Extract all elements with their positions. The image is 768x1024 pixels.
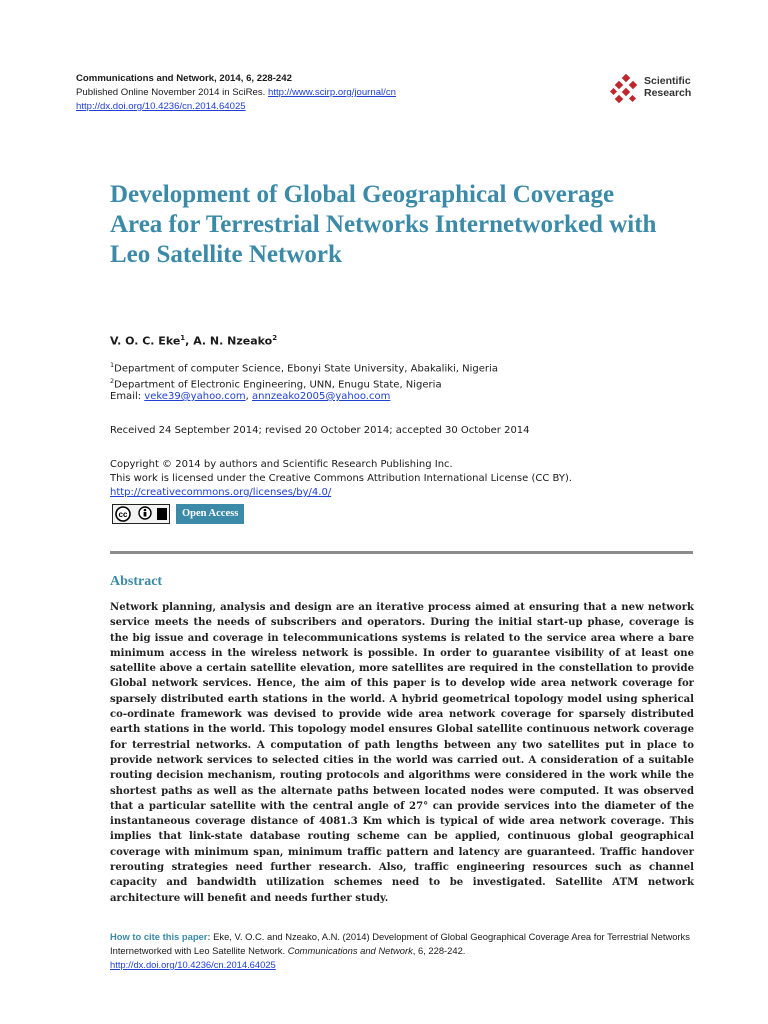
open-access-badge[interactable]: Open Access [176, 504, 244, 524]
logo-line2: Research [644, 87, 692, 99]
published-line [76, 86, 396, 100]
abstract-body: Network planning, analysis and design are an iterative process aimed at ensuring that a new network service meets the needs of subscribers and operators. During the initial start-up phase, coverage is the big issue and coverage in telecommunications systems is related to the service area where a bare minimum access in the wireless network is possible. In order to guarantee visibility of at least one satellite above a certain satellite elevation, more satellites are required in the constellation to provide Global network services. Hence, the aim of this paper is to develop wide area network coverage for sparsely distributed earth stations in the world. A hybrid geometrical topology model using spherical co-ordinate framework was devised to provide wide area network coverage for sparsely distributed earth stations in the world. This topology model ensures Global satellite continuous network coverage for terrestrial networks. A computation of path lengths between any two satellites put in place to provide network services to selected cities in the world was carried out. A consideration of a suitable routing decision mechanism, routing protocols and algorithms were considered in the work while the shortest paths as well as the alternate paths between located nodes were computed. It was observed that a particular satellite with the central angle of 27° can provide services into the diameter of the instantaneous coverage distance of 4081.3 Km which is typical of wide area network coverage. This implies that link-state database routing scheme can be applied, continuous global geographical coverage with minimum span, minimum traffic pattern and latency are guaranteed. Traffic handover rerouting strategies need further research. Also, traffic engineering resources such as channel capacity and bandwidth utilization schemes need to be investigated. Satellite ATM network architecture will benefit and needs further study. [110, 602, 694, 904]
cite-rest: , 6, 228-242. [412, 945, 466, 956]
email-link[interactable]: annzeako2005@yahoo.com [252, 391, 391, 402]
scientific-research-logo-icon [610, 74, 642, 106]
affiliation-mark: 2 [110, 377, 115, 385]
svg-text:cc: cc [118, 510, 128, 520]
cite-journal: Communications and Network [287, 945, 413, 956]
author-list [110, 334, 277, 348]
journal-url-link[interactable]: http://www.scirp.org/journal/cn [268, 87, 396, 98]
logo-text [644, 75, 691, 99]
how-to-cite [110, 930, 694, 972]
published-text: Published Online November 2014 in SciRes. [76, 87, 266, 98]
abstract-heading: Abstract [110, 574, 163, 589]
journal-citation-line: Communications and Network, 2014, 6, 228-242 [76, 73, 292, 84]
journal-header [76, 72, 396, 114]
cc-icon [113, 505, 169, 523]
paper-title: Development of Global Geographical Coverage Area for Terrestrial Networks Internetworked with Leo Satellite Network [110, 181, 657, 268]
author-name: A. N. Nzeako [193, 334, 273, 348]
received-dates: Received 24 September 2014; revised 20 October 2014; accepted 30 October 2014 [110, 425, 530, 436]
author-name: V. O. C. Eke [110, 334, 181, 348]
email-link[interactable]: veke39@yahoo.com [144, 391, 246, 402]
logo-line1: Scientific [644, 75, 691, 87]
author-affiliation-mark: 2 [272, 334, 278, 342]
copyright-block [110, 458, 572, 500]
cite-label: How to cite this paper: [110, 931, 214, 942]
publisher-logo [610, 72, 710, 108]
affiliation-text: Department of computer Science, Ebonyi State University, Abakaliki, Nigeria [114, 363, 498, 375]
cc-by-license-icon[interactable] [112, 504, 170, 524]
affiliation-mark: 1 [110, 361, 115, 369]
author-separator: , [185, 334, 194, 348]
author-affiliation-mark: 1 [180, 334, 186, 342]
affiliation-text: Department of Electronic Engineering, UNN, Enugu State, Nigeria [114, 379, 442, 391]
email-separator: , [245, 391, 253, 402]
doi-link[interactable]: http://dx.doi.org/10.4236/cn.2014.64025 [76, 101, 246, 112]
section-divider [110, 551, 693, 554]
email-label: Email: [110, 391, 145, 402]
email-line [110, 390, 390, 404]
cite-doi-link[interactable]: http://dx.doi.org/10.4236/cn.2014.64025 [110, 959, 276, 970]
license-line: This work is licensed under the Creative Commons Attribution International License (CC BY). [110, 473, 573, 484]
cite-text: Eke, V. O.C. and Nzeako, A.N. (2014) Development of Global Geographical Coverage Area for Terrestrial Networks Internetworked with Leo Satellite Network. [110, 931, 690, 956]
copyright-line: Copyright © 2014 by authors and Scientific Research Publishing Inc. [110, 459, 453, 470]
license-link[interactable]: http://creativecommons.org/licenses/by/4.0/ [110, 487, 332, 498]
